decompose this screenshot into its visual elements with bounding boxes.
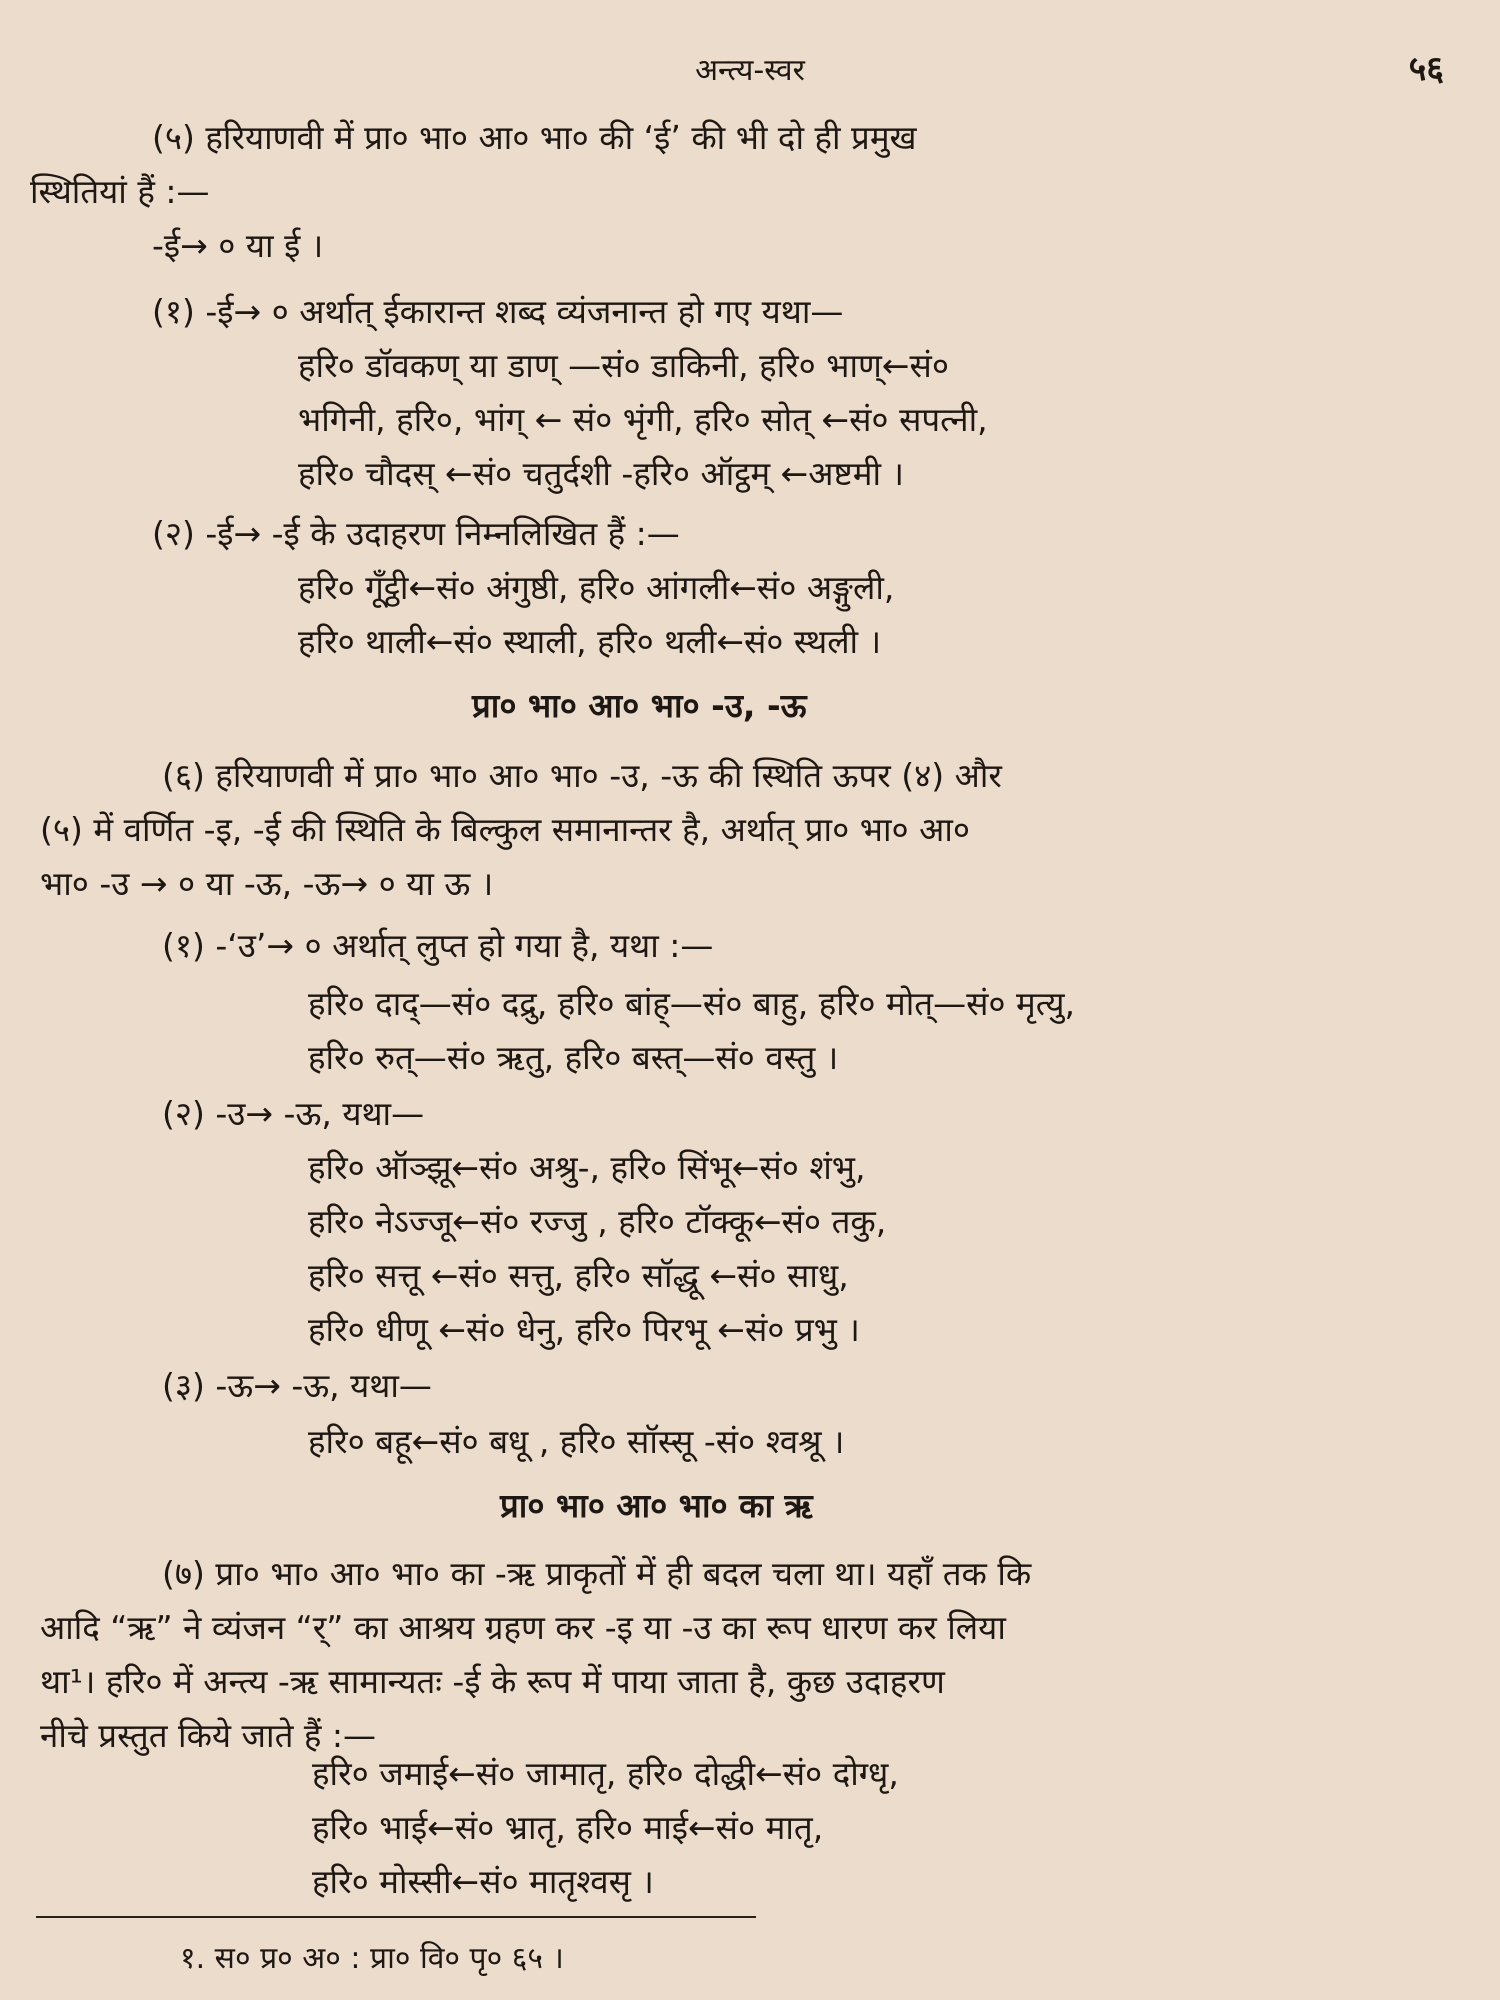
example-line: भगिनी, हरि०, भांग् ← सं० भृंगी, हरि० सोत् ←सं० सपत्नी,: [298, 400, 988, 439]
example-line: हरि० ऑञ्झू←सं० अश्रु-, हरि० सिंभू←सं० शंभु,: [308, 1148, 866, 1187]
item-line: (२) -उ→ -ऊ, यथा—: [162, 1094, 425, 1133]
example-line: हरि० भाई←सं० भ्रातृ, हरि० माई←सं० मातृ,: [312, 1808, 824, 1847]
item-line: (१) -ई→ ० अर्थात् ईकारान्त शब्द व्यंजनान्त हो गए यथा—: [152, 292, 844, 331]
example-line: हरि० गूँट्ठी←सं० अंगुष्ठी, हरि० आंगली←सं० अङ्गुली,: [298, 568, 895, 607]
example-line: हरि० दाद्—सं० दद्रु, हरि० बांह्—सं० बाहु, हरि० मोत्—सं० मृत्यु,: [308, 984, 1075, 1023]
paragraph-6-line: (५) में वर्णित -इ, -ई की स्थिति के बिल्कुल समानान्तर है, अर्थात् प्रा० भा० आ०: [40, 810, 971, 849]
paragraph-7-line: (७) प्रा० भा० आ० भा० का -ऋ प्राकृतों में ही बदल चला था। यहाँ तक कि: [162, 1554, 1032, 1593]
paragraph-6-line: भा० -उ → ० या -ऊ, -ऊ→ ० या ऊ ।: [40, 864, 494, 903]
example-line: हरि० रुत्—सं० ऋतु, हरि० बस्त्—सं० वस्तु ।: [308, 1038, 839, 1077]
paragraph-5-line: (५) हरियाणवी में प्रा० भा० आ० भा० की ‘ई’ की भी दो ही प्रमुख: [152, 118, 917, 157]
example-line: हरि० बहू←सं० बधू , हरि० सॉस्सू -सं० श्वश्रू ।: [308, 1422, 845, 1461]
paragraph-6-line: (६) हरियाणवी में प्रा० भा० आ० भा० -उ, -ऊ की स्थिति ऊपर (४) और: [162, 756, 1002, 795]
example-line: हरि० डॉवकण् या डाण् —सं० डाकिनी, हरि० भाण्←सं०: [298, 346, 950, 385]
footnote-divider: [36, 1916, 756, 1918]
example-line: हरि० धीणू ←सं० धेनु, हरि० पिरभू ←सं० प्रभु ।: [308, 1310, 860, 1349]
example-line: हरि० सत्तू ←सं० सत्तु, हरि० सॉद्धू ←सं० साधु,: [308, 1256, 849, 1295]
example-line: हरि० नेऽज्जू←सं० रज्जु , हरि० टॉक्कू←सं० तकु,: [308, 1202, 887, 1241]
paragraph-7-line: आदि “ऋ” ने व्यंजन “र्” का आश्रय ग्रहण कर -इ या -उ का रूप धारण कर लिया: [40, 1608, 1006, 1647]
paragraph-5-line: स्थितियां हैं :—: [30, 172, 210, 211]
item-line: (२) -ई→ -ई के उदाहरण निम्नलिखित हैं :—: [152, 514, 680, 553]
running-header: अन्त्य-स्वर: [695, 53, 805, 88]
example-line: हरि० चौदस् ←सं० चतुर्दशी -हरि० ऑट्ठम् ←अष्टमी ।: [298, 454, 905, 493]
subheading: प्रा० भा० आ० भा० का ऋ: [500, 1486, 813, 1525]
subheading: प्रा० भा० आ० भा० -उ, -ऊ: [472, 686, 807, 725]
rule-line: -ई→ ० या ई ।: [152, 226, 324, 265]
item-line: (३) -ऊ→ -ऊ, यथा—: [162, 1366, 432, 1405]
footnote: १. स० प्र० अ० : प्रा० वि० पृ० ६५ ।: [180, 1941, 564, 1976]
example-line: हरि० थाली←सं० स्थाली, हरि० थली←सं० स्थली ।: [298, 622, 882, 661]
example-line: हरि० जमाई←सं० जामातृ, हरि० दोद्धी←सं० दोग्धृ,: [312, 1754, 899, 1793]
example-line: हरि० मोस्सी←सं० मातृश्वसृ ।: [312, 1862, 654, 1901]
item-line: (१) -‘उ’→ ० अर्थात् लुप्त हो गया है, यथा :—: [162, 926, 714, 965]
paragraph-7-line: नीचे प्रस्तुत किये जाते हैं :—: [40, 1716, 377, 1755]
paragraph-7-line: था¹। हरि० में अन्त्य -ऋ सामान्यतः -ई के रूप में पाया जाता है, कुछ उदाहरण: [40, 1662, 945, 1701]
page-number: ५६: [1408, 49, 1444, 89]
